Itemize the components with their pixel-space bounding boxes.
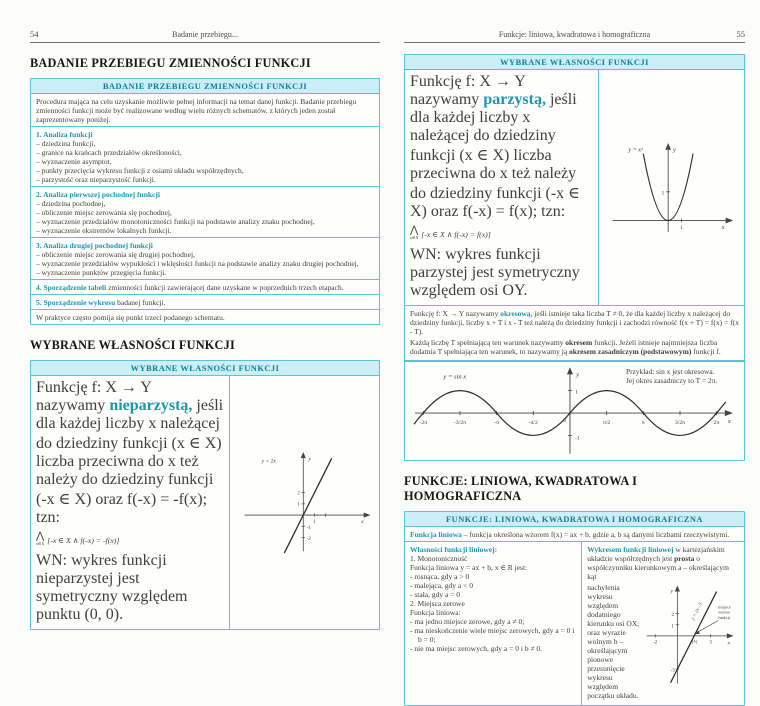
table-header: BADANIE PRZEBIEGU ZMIENNOŚCI FUNKCJI [31,79,379,94]
list-item: - nie ma miejsc zerowych, gdy a = 0 i b ≠ 0. [410,644,543,653]
tick-label: 1 [575,389,578,396]
list-item: - rosnąca, gdy a > 0 [410,572,470,581]
table-row [31,187,379,238]
table-header: WYBRANE WŁASNOŚCI FUNKCJI [405,55,744,70]
definition-text: Funkcję f: X → Y nazywamy [410,73,526,108]
table-row [405,542,744,705]
example-text [626,367,738,386]
definition-text: funkcji f. [691,346,721,356]
linear-graph-y-2x-minus-3 [643,583,739,687]
annotation-line: miejsce [718,604,731,610]
y-axis-label: y [672,147,676,154]
keyword-bold: okresem zasadniczym (podstawowym) [569,346,692,356]
tick-label: 1 [297,502,300,508]
odd-function-text-cell [31,376,229,629]
list-item: Funkcja liniowa: [410,608,461,617]
y-axis-arrow [567,367,573,374]
annotation-line: funkcji [718,614,730,620]
list-item: – obliczenie miejsc zerowania się pochodnej, [36,207,172,217]
linear-graph-y-2x [236,447,374,559]
graph-wrap-zone [587,583,739,700]
description-text: nachylenia wykresu względem dodatniego kierunku osi OX; oraz wyrazie wolnym b – określającym pionowe przesunięcie wykresu względem początku układu. [587,583,640,700]
y-axis-label: y [576,371,579,379]
definition-text: funkcji. Jeżeli istnieje najmniejsza liczba dodatnia T spełniająca ten warunek, to nazywamy ją [410,337,718,356]
list-item: – wyznaczenie przedziałów monotoniczności funkcji na podstawie analizy znaku pochodnej, [36,216,315,226]
y-axis-label: y [670,588,673,595]
step-title: 3. Analiza drugiej pochodnej funkcji [36,240,153,250]
right-page [404,0,745,700]
graph-cell [598,70,744,305]
graph-description-column [581,542,744,705]
header-rule [404,42,745,43]
annotation-arrow [697,621,718,633]
list-item: – punkty przecięcia wykresu funkcji z osiami układu współrzędnych, [36,165,244,175]
running-head: Badanie przebiegu... [172,30,238,39]
tick-label: -2π [419,420,428,427]
tick-label: -2 [653,640,658,646]
tick-label: 2 [297,490,300,496]
function-label: y = x² [628,147,643,154]
study-procedure-table [30,78,380,325]
sine-graph-row [405,361,744,460]
page-number: 55 [736,29,745,39]
section-title: FUNKCJE: LINIOWA, KWADRATOWA I HOMOGRAFICZNA [404,474,638,503]
table-row [31,238,379,280]
tick-label: 3 [709,640,712,646]
table-header: WYBRANE WŁASNOŚCI FUNKCJI [31,361,379,376]
y-axis-arrow [300,452,305,458]
y-axis-label: y [308,456,311,463]
definition-text: – funkcja określona wzorem f(x) = ax + b, gdzie a, b są danymi liczbami rzeczywistymi. [461,529,730,539]
example-line: Jej okres zasadniczy to T = 2π. [626,376,718,386]
description-text: o współczynniku kierunkowym a – określającym kąt [587,554,729,581]
table-row [31,376,379,629]
keyword-bold: prosta [674,554,695,563]
step-title: 5. Sporządzenie wykresu [36,297,116,307]
running-head: Funkcje: liniowa, kwadratowa i homograficzna [498,30,651,39]
tick-label: 1 [671,624,674,630]
step-text: zmienności funkcji zawierającej dane uzyskane w poprzednich trzech etapach. [106,282,344,292]
right-page-header [404,29,745,39]
list-item: Funkcja liniowa y = ax + b, x ∈ R jest: [410,563,528,572]
tick-label: -π/2 [528,420,538,427]
properties-title: Własności funkcji liniowej: [410,545,498,554]
big-and-symbol [36,530,45,546]
x-axis-label: x [727,418,731,426]
conclusion-text: WN: wykres funkcji nieparzystej jest symetryczny względem punktu (0, 0). [36,552,188,623]
tick-label: 2 [671,613,674,619]
origin-label: 0 [563,418,566,425]
linear-function-table [404,511,745,706]
table-row [31,310,379,324]
function-label: y = 2x [261,457,276,464]
function-formula [36,530,224,548]
example-line: Przykład: sin x jest okresowa. [626,367,715,376]
wedge-glyph: ⋀ [410,224,419,236]
tick-label: -1 [306,525,311,531]
step-title: 4. Sporządzenie tabeli [36,282,107,292]
axis-ticks [655,614,710,669]
tick-label: 1 [679,224,683,231]
tick-label: -π [494,420,499,427]
wedge-subscript: x∈X [36,540,45,546]
keyword: okresową, [500,308,533,318]
definition-text: jeśli dla każdej liczby x należącej do dziedziny funkcji (x ∈ X) liczba przeciwna do x też należy do dziedziny funkcji (-x ∈ X) oraz f(-x) = f(x); tzn: [410,91,581,220]
list-item: – wyznaczenie punktów przegięcia funkcji. [36,267,167,277]
tick-label: π/2 [602,420,611,427]
function-formula [410,224,593,242]
x-axis-label: x [360,518,364,525]
graph-cell [229,376,379,629]
x-axis-arrow [725,217,733,223]
tick-label: -2 [306,536,311,542]
definition-text: Funkcję f: X → Y nazywamy [410,308,501,318]
tick-label: 2π [713,420,720,427]
keyword: parzystą, [483,91,546,108]
keyword: nieparzystą, [109,397,193,414]
conclusion-text: WN: wykres funkcji parzystej jest symetryczny względem osi OY. [410,246,580,299]
definition-text: Funkcję f: X → Y nazywamy [36,379,152,414]
odd-function-table [30,360,380,630]
table-header: FUNKCJE: LINIOWA, KWADRATOWA I HOMOGRAFICZNA [405,512,744,527]
keyword: Wykresem funkcji liniowej [587,545,674,554]
bullet-list [36,139,374,184]
parabola-graph [605,140,739,236]
bullet-list [36,250,374,277]
step-title: 1. Analiza funkcji [36,129,93,139]
table-row [31,94,379,127]
list-item: – wyznaczenie przedziałów wypukłości i wklęsłości funkcji na podstawie analizy znaku drugiej pochodnej, [36,258,359,268]
function-label: y = sin x [443,373,467,381]
list-item: - stała, gdy a = 0 [410,590,461,599]
tick-label: 1 [661,190,664,197]
tick-label: -1 [575,435,580,442]
table-row [405,70,744,306]
x-axis-arrow [725,410,733,416]
section-title: WYBRANE WŁASNOŚCI FUNKCJI [30,338,235,352]
wedge-subscript: x∈X [410,234,419,240]
section-title: BADANIE PRZEBIEGU ZMIENNOŚCI FUNKCJI [30,56,311,70]
tick-label: 1 [312,519,316,525]
list-item: - ma jedno miejsce zerowe, gdy a ≠ 0; [410,617,525,626]
x-axis-label: x [727,640,731,647]
function-label: y = 2x - 3 [690,602,704,622]
definition-text: Każdą liczbę T spełniającą ten warunek nazywamy [410,337,566,347]
list-item: – dziedzina pochodnej, [36,198,106,208]
wedge-glyph: ⋀ [36,530,45,542]
list-item: - ma nieskończenie wiele miejsc zerowych, gdy a = 0 i b = 0; [410,626,575,644]
annotation-line: zerowe [718,609,731,615]
table-row [31,280,379,295]
formula-body: [-x ∈ X ∧ f(-x) = -f(x)] [47,536,120,545]
intro-text: Procedura mająca na celu uzyskanie możliwie pełnej informacji na temat danej funkcji. Badanie przebiegu zmienności funkcji może być realizowane według wielu różnych schematów, z których jeden został zaprezentowany poniżej. [36,96,357,124]
step-text: badanej funkcji. [115,297,166,307]
list-item: 2. Miejsca zerowe [410,599,465,608]
big-and-symbol [410,224,419,240]
list-item: 1. Monotoniczność [410,554,468,563]
tick-label: -3/2π [453,420,466,427]
definition-row [405,527,744,542]
tick-label: π [641,420,645,427]
left-page-header [30,29,380,39]
even-function-text-cell [405,70,598,305]
list-item: – wyznaczenie asymptot, [36,156,112,166]
even-periodic-table [404,54,745,461]
step-title: 2. Analiza pierwszej pochodnej funkcji [36,189,160,199]
list-item: – obliczenie miejsc zerowania się drugiej pochodnej, [36,249,195,259]
page-number: 54 [30,29,39,39]
x-axis-arrow [727,633,734,638]
formula-body: [-x ∈ X ∧ f(-x) = f(x)] [421,230,491,239]
note-text: W praktyce często pomija się punkt trzeci podanego schematu. [36,312,225,322]
table-row [31,127,379,187]
tick-label: 1½ [691,640,698,646]
list-item: – granice na krańcach przedziałów określoności, [36,147,182,157]
properties-list [410,554,576,653]
definition-text: jeśli dla każdej liczby x należącej do dziedziny funkcji (x ∈ X) liczba przeciwna do x też należy do dziedziny funkcji (-x ∈ X) oraz f(-x) = -f(x); tzn: [36,397,224,526]
tick-label: 3/2π [674,420,686,427]
list-item: – parzystość oraz nieparzystość funkcji. [36,174,156,184]
x-axis-arrow [363,512,370,517]
list-item: – dziedzina funkcji, [36,138,96,148]
periodic-function-row [405,306,744,361]
description-text: w kartezjańskim układzie współrzędnych jest [587,545,725,563]
list-item: – wyznaczenie ekstremów lokalnych funkcji. [36,225,172,235]
y-axis-arrow [675,586,680,592]
keyword: Funkcja liniowa [410,529,462,539]
keyword-bold: okresem [565,337,593,347]
properties-column [405,542,581,705]
list-item: - malejąca, gdy a < 0 [410,581,473,590]
definition-text: jeśli istnieje taka liczba T ≠ 0, że dla każdej liczby x należącej do dziedziny funkcji, liczby x + T i x - T też należą do dziedziny funkcji i zachodzi równość f(x + T) = f(x) = f(x - T). [410,308,739,336]
y-axis-arrow [665,143,671,150]
bullet-list [36,199,374,235]
header-rule [30,42,380,43]
x-axis-label: x [721,224,725,231]
tick-label: -3 [670,668,675,674]
table-row [31,295,379,310]
left-page [30,0,380,623]
